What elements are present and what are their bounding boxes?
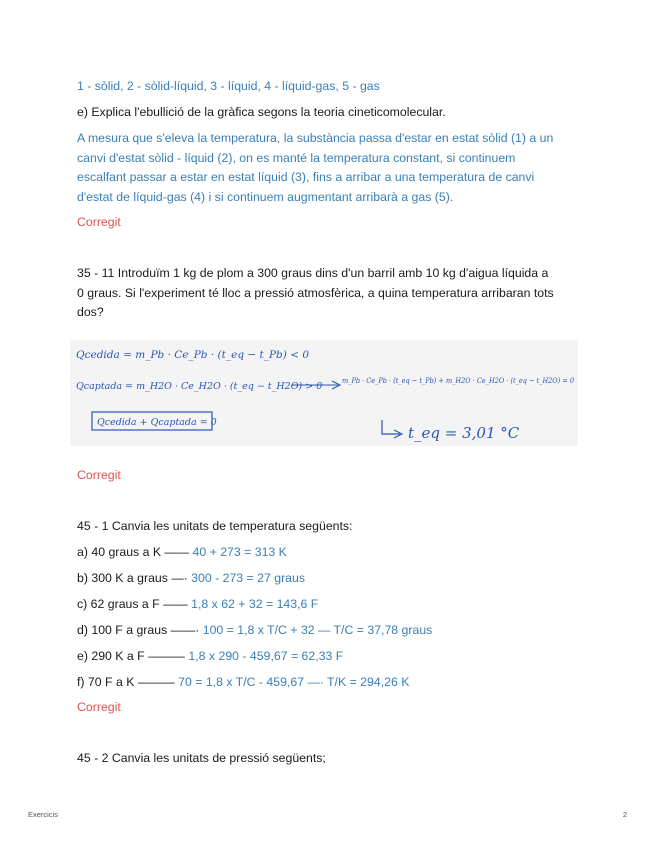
- footer-section-label: Exercicis: [28, 810, 59, 819]
- question-e: e) Explica l'ebullició de la gràfica segons la teoria cineticomolecular.: [77, 105, 446, 119]
- conversion-item-f: [77, 673, 582, 693]
- question-35-line-2: 0 graus. Si l'experiment té lloc a pressió atmosfèrica, a quina temperatura arribaran tots: [77, 285, 554, 300]
- conversion-item-a: [77, 543, 582, 563]
- conversion-item-e: [77, 647, 582, 667]
- conversion-question: a) 40 graus a K ——: [77, 545, 193, 559]
- answer-e-line-4: d'estat de líquid-gas (4) i si continuem augmentant arribarà a gas (5).: [77, 189, 454, 204]
- conversion-answer: 300 - 273 = 27 graus: [191, 571, 305, 585]
- corregit-label: Corregit: [77, 700, 121, 714]
- conversion-question: b) 300 K a graus —·: [77, 571, 192, 585]
- conversion-item-d: [77, 621, 582, 641]
- question-35-line-3: dos?: [77, 305, 104, 319]
- conversion-item-b: [77, 569, 582, 589]
- handwritten-eq-combined: m_Pb · Ce_Pb · (t_eq − t_Pb) + m_H2O · Ce_H2O · (t_eq − t_H2O) = 0: [342, 376, 575, 385]
- handwritten-result: t_eq = 3,01 °C: [408, 424, 520, 442]
- conversion-answer: 40 + 273 = 313 K: [192, 545, 287, 559]
- states-answer: 1 - sòlid, 2 - sòlid-líquid, 3 - líquid, 4 - líquid-gas, 5 - gas: [77, 79, 380, 93]
- conversion-question: e) 290 K a F ———: [77, 649, 189, 663]
- handwritten-eq-captada: Qcaptada = m_H2O · Ce_H2O · (t_eq − t_H2O) > 0: [76, 381, 323, 392]
- question-45-1-title: 45 - 1 Canvia les unitats de temperatura següents:: [77, 519, 353, 533]
- conversion-question: c) 62 graus a F ——: [77, 597, 192, 611]
- answer-e-line-3: escalfant passar a estar en estat líquid (3), fins a arribar a una temperatura de canvi: [77, 170, 535, 184]
- conversion-item-c: [77, 595, 582, 615]
- conversion-question: d) 100 F a graus ——·: [77, 623, 203, 637]
- corregit-label: Corregit: [77, 468, 121, 482]
- answer-e-line-2: canvi d'estat sòlid - líquid (2), on es manté la temperatura constant, si continuem: [77, 150, 516, 165]
- conversion-answer: 1,8 x 290 - 459,67 = 62,33 F: [188, 649, 344, 663]
- handwritten-solution-image: [70, 340, 578, 446]
- page-number: 2: [622, 810, 627, 819]
- conversion-answer: 70 = 1,8 x T/C - 459,67 —· T/K = 294,26 K: [178, 675, 410, 689]
- answer-e-line-1: A mesura que s'eleva la temperatura, la substància passa d'estar en estat sòlid (1) a un: [77, 131, 554, 145]
- conversion-answer: 1,8 x 62 + 32 = 143,6 F: [191, 597, 319, 611]
- question-35-line-1: 35 - 11 Introduïm 1 kg de plom a 300 graus dins d'un barril amb 10 kg d'aigua líquida a: [77, 266, 549, 280]
- handwritten-eq-sum: Qcedida + Qcaptada = 0: [97, 417, 217, 428]
- handwriting-drawing: [70, 340, 578, 446]
- conversion-question: f) 70 F a K ———: [77, 675, 179, 689]
- handwritten-eq-cedida: Qcedida = m_Pb · Ce_Pb · (t_eq − t_Pb) < 0: [76, 349, 310, 361]
- corregit-label: Corregit: [77, 215, 121, 229]
- conversion-answer: 100 = 1,8 x T/C + 32 — T/C = 37,78 graus: [202, 623, 433, 637]
- question-45-2-title: 45 - 2 Canvia les unitats de pressió següents;: [77, 751, 326, 765]
